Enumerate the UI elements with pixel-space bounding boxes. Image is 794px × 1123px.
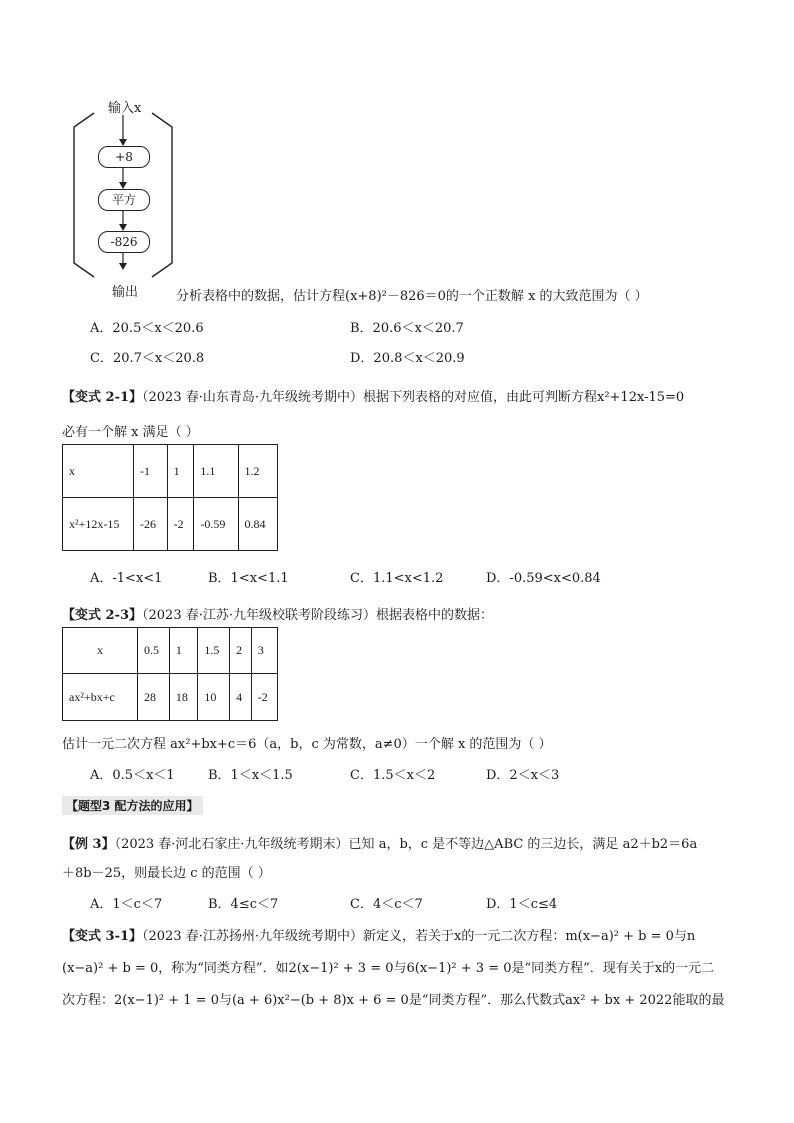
- type3-heading: 【题型3 配方法的应用】: [62, 796, 203, 815]
- v23-question: [62, 604, 493, 623]
- v21-line2: 必有一个解 x 满足（ ）: [62, 425, 199, 440]
- ex3-line1: （2023 春·河北石家庄·九年级统考期末）已知 a，b，c 是不等边△ABC 的三边长，满足 a2＋b2＝6a: [114, 837, 698, 852]
- v31-line2: (x−a)² + b = 0，称为“同类方程”．如2(x−1)² + 3 = 0与6(x−1)² + 3 = 0是“同类方程”．现有关于x的一元二: [62, 961, 715, 976]
- ex3-line2: ＋8b－25，则最长边 c 的范围（ ）: [62, 866, 271, 881]
- table-cell: x²+12x-15: [63, 498, 134, 551]
- table-row: [63, 445, 278, 498]
- table-cell: 0.5: [138, 628, 170, 674]
- v31-question: [62, 925, 695, 944]
- q1-option-b: B．20.6＜x＜20.7: [350, 321, 464, 336]
- flowchart: [70, 95, 180, 300]
- ex3-question: [62, 833, 697, 852]
- table-cell: 1.2: [238, 445, 278, 498]
- v21-tag: 【变式 2-1】: [62, 390, 143, 405]
- table-cell: -1: [134, 445, 168, 498]
- table-cell: 10: [198, 674, 230, 721]
- v21-line1: （2023 春·山东青岛·九年级统考期中）根据下列表格的对应值，由此可判断方程x²+12x-15=0: [142, 390, 685, 405]
- table-cell: -26: [134, 498, 168, 551]
- v21-option-d: D．-0.59<x<0.84: [486, 571, 601, 586]
- flow-step-add: +8: [98, 146, 150, 168]
- v21-question: [62, 386, 684, 405]
- v21-option-b: B．1<x<1.1: [208, 571, 289, 586]
- v23-table: [62, 627, 278, 721]
- ex3-tag: 【例 3】: [62, 837, 115, 852]
- table-cell: 3: [251, 628, 277, 674]
- v21-option-c: C．1.1<x<1.2: [350, 571, 444, 586]
- table-cell: 1.5: [198, 628, 230, 674]
- q1-option-a: A．20.5＜x＜20.6: [90, 321, 204, 336]
- table-cell: 18: [169, 674, 197, 721]
- v23-line1: （2023 春·江苏·九年级校联考阶段练习）根据表格中的数据：: [142, 608, 493, 623]
- table-cell: 1.1: [194, 445, 238, 498]
- v23-option-c: C．1.5＜x＜2: [350, 768, 436, 783]
- table-cell: ax²+bx+c: [63, 674, 138, 721]
- flow-step-square: 平方: [98, 189, 150, 211]
- table-cell: 1: [167, 445, 194, 498]
- v23-option-d: D．2＜x＜3: [486, 768, 560, 783]
- v31-tag: 【变式 3-1】: [62, 929, 143, 944]
- v23-line2: 估计一元二次方程 ax²+bx+c＝6（a，b，c 为常数，a≠0）一个解 x 的范围为（ ）: [62, 737, 552, 752]
- v31-line3: 次方程：2(x−1)² + 1 = 0与(a + 6)x²−(b + 8)x + 6 = 0是“同类方程”．那么代数式ax² + bx + 2022能取的最: [62, 993, 725, 1008]
- q1-option-d: D．20.8＜x＜20.9: [350, 351, 465, 366]
- ex3-option-c: C．4＜c＜7: [350, 897, 423, 912]
- table-cell: 28: [138, 674, 170, 721]
- ex3-option-b: B．4≤c＜7: [208, 897, 279, 912]
- table-cell: x: [63, 445, 134, 498]
- ex3-option-a: A．1＜c＜7: [90, 897, 163, 912]
- v31-line1: （2023 春·江苏扬州·九年级统考期中）新定义，若关于x的一元二次方程：m(x−a)² + b = 0与n: [142, 929, 696, 944]
- table-cell: 1: [169, 628, 197, 674]
- v21-option-a: A．-1<x<1: [90, 571, 163, 586]
- v23-option-a: A．0.5＜x＜1: [90, 768, 175, 783]
- table-cell: x: [63, 628, 138, 674]
- v23-tag: 【变式 2-3】: [62, 608, 143, 623]
- table-cell: 0.84: [238, 498, 278, 551]
- table-cell: -2: [251, 674, 277, 721]
- table-cell: 4: [230, 674, 252, 721]
- v21-table: [62, 444, 278, 551]
- table-row: [63, 498, 278, 551]
- q1-option-c: C．20.7＜x＜20.8: [90, 351, 205, 366]
- ex3-option-d: D．1＜c≤4: [486, 897, 558, 912]
- table-cell: 2: [230, 628, 252, 674]
- flow-step-subtract: -826: [98, 231, 150, 253]
- table-row: [63, 674, 278, 721]
- q1-stem: 分析表格中的数据，估计方程(x+8)²－826＝0的一个正数解 x 的大致范围为（ ）: [176, 289, 648, 304]
- flow-input-label: 输入x: [108, 101, 142, 116]
- v23-option-b: B．1＜x＜1.5: [208, 768, 293, 783]
- table-cell: -2: [167, 498, 194, 551]
- flow-output-label: 输出: [112, 285, 139, 300]
- table-cell: -0.59: [194, 498, 238, 551]
- table-row: [63, 628, 278, 674]
